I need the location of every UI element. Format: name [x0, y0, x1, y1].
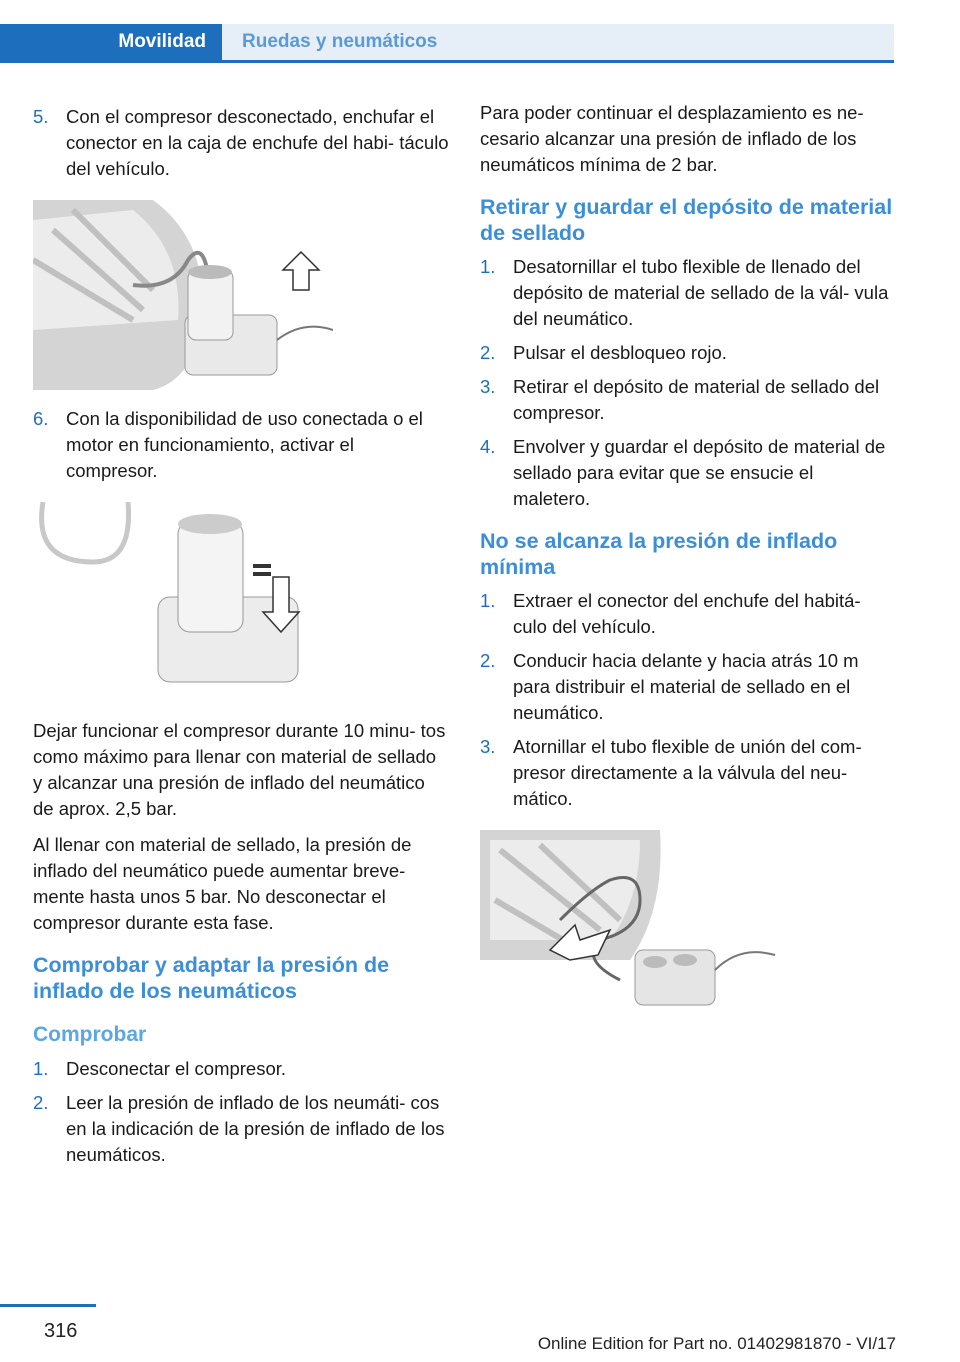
pressure-step	[480, 734, 894, 812]
step-text: Extraer el conector del enchufe del habitá‐ culo del vehículo.	[513, 590, 861, 637]
check-step	[33, 1090, 449, 1168]
step-number: 1.	[480, 256, 496, 277]
page-number: 316	[44, 1320, 78, 1342]
step-number: 4.	[480, 436, 496, 457]
remove-step	[480, 434, 894, 512]
step-number: 2.	[33, 1092, 49, 1113]
step-number: 1.	[33, 1058, 49, 1079]
tab-movilidad[interactable]: Movilidad	[0, 24, 222, 60]
step-text: Pulsar el desbloqueo rojo.	[513, 342, 727, 363]
step-text: Con el compresor desconectado, enchufar el conector en la caja de enchufe del habi‐ táculo del vehículo.	[66, 106, 449, 179]
step-text: Leer la presión de inflado de los neumáti‐ cos en la indicación de la presión de inflado de los neumáticos.	[66, 1092, 445, 1165]
page-header	[0, 0, 960, 62]
paragraph: Al llenar con material de sellado, la presión de inflado del neumático puede aumentar breve‐ mente hasta unos 5 bar. No desconectar el compresor durante esta fase.	[33, 834, 412, 933]
section-heading: Comprobar y adaptar la presión de inflado de los neumáticos	[33, 953, 390, 1003]
paragraph: Dejar funcionar el compresor durante 10 minu‐ tos como máximo para llenar con material de sellado y alcanzar una presión de inflado del neumático de aprox. 2,5 bar.	[33, 720, 446, 819]
compressor-plug-illustration	[33, 200, 333, 390]
step-text: Atornillar el tubo flexible de unión del com‐ presor directamente a la válvula del neu‐ mático.	[513, 736, 862, 809]
pressure-step	[480, 588, 894, 640]
step-number: 6.	[33, 408, 49, 429]
remove-step	[480, 254, 894, 332]
step-text: Desatornillar el tubo flexible de llenado del depósito de material de sellado de la vál‐ vula del neumático.	[513, 256, 889, 329]
compressor-valve-illustration	[480, 830, 780, 1015]
check-step	[33, 1056, 449, 1082]
compressor-activate-illustration	[33, 502, 333, 702]
step-text: Desconectar el compresor.	[66, 1058, 287, 1079]
remove-step	[480, 340, 894, 366]
pressure-step	[480, 648, 894, 726]
tab-ruedas[interactable]: Ruedas y neumáticos	[222, 24, 894, 60]
right-column	[480, 100, 894, 1031]
footer-divider	[0, 1304, 96, 1307]
step-text: Retirar el depósito de material de sellado del compresor.	[513, 376, 880, 423]
step-number: 5.	[33, 106, 49, 127]
step-text: Conducir hacia delante y hacia atrás 10 m para distribuir el material de sellado en el neumático.	[513, 650, 859, 723]
edition-text: Online Edition for Part no. 01402981870 - VI/17	[537, 1334, 896, 1353]
paragraph: Para poder continuar el desplazamiento es ne‐ cesario alcanzar una presión de inflado de los neumáticos mínima de 2 bar.	[480, 102, 864, 175]
step-text: Con la disponibilidad de uso conectada o el motor en funcionamiento, activar el compresor.	[66, 408, 423, 481]
step-number: 1.	[480, 590, 496, 611]
step-number: 3.	[480, 376, 496, 397]
step-number: 3.	[480, 736, 496, 757]
step-number: 2.	[480, 650, 496, 671]
subsection-heading: Comprobar	[33, 1023, 147, 1046]
step-number: 2.	[480, 342, 496, 363]
remove-step	[480, 374, 894, 426]
step-6	[33, 406, 449, 484]
step-5	[33, 104, 449, 182]
section-heading: No se alcanza la presión de inflado mínima	[480, 529, 838, 579]
left-column	[33, 104, 449, 1176]
section-heading: Retirar y guardar el depósito de material de sellado	[480, 195, 893, 245]
step-text: Envolver y guardar el depósito de material de sellado para evitar que se ensucie el maletero.	[513, 436, 886, 509]
header-divider	[0, 60, 894, 63]
